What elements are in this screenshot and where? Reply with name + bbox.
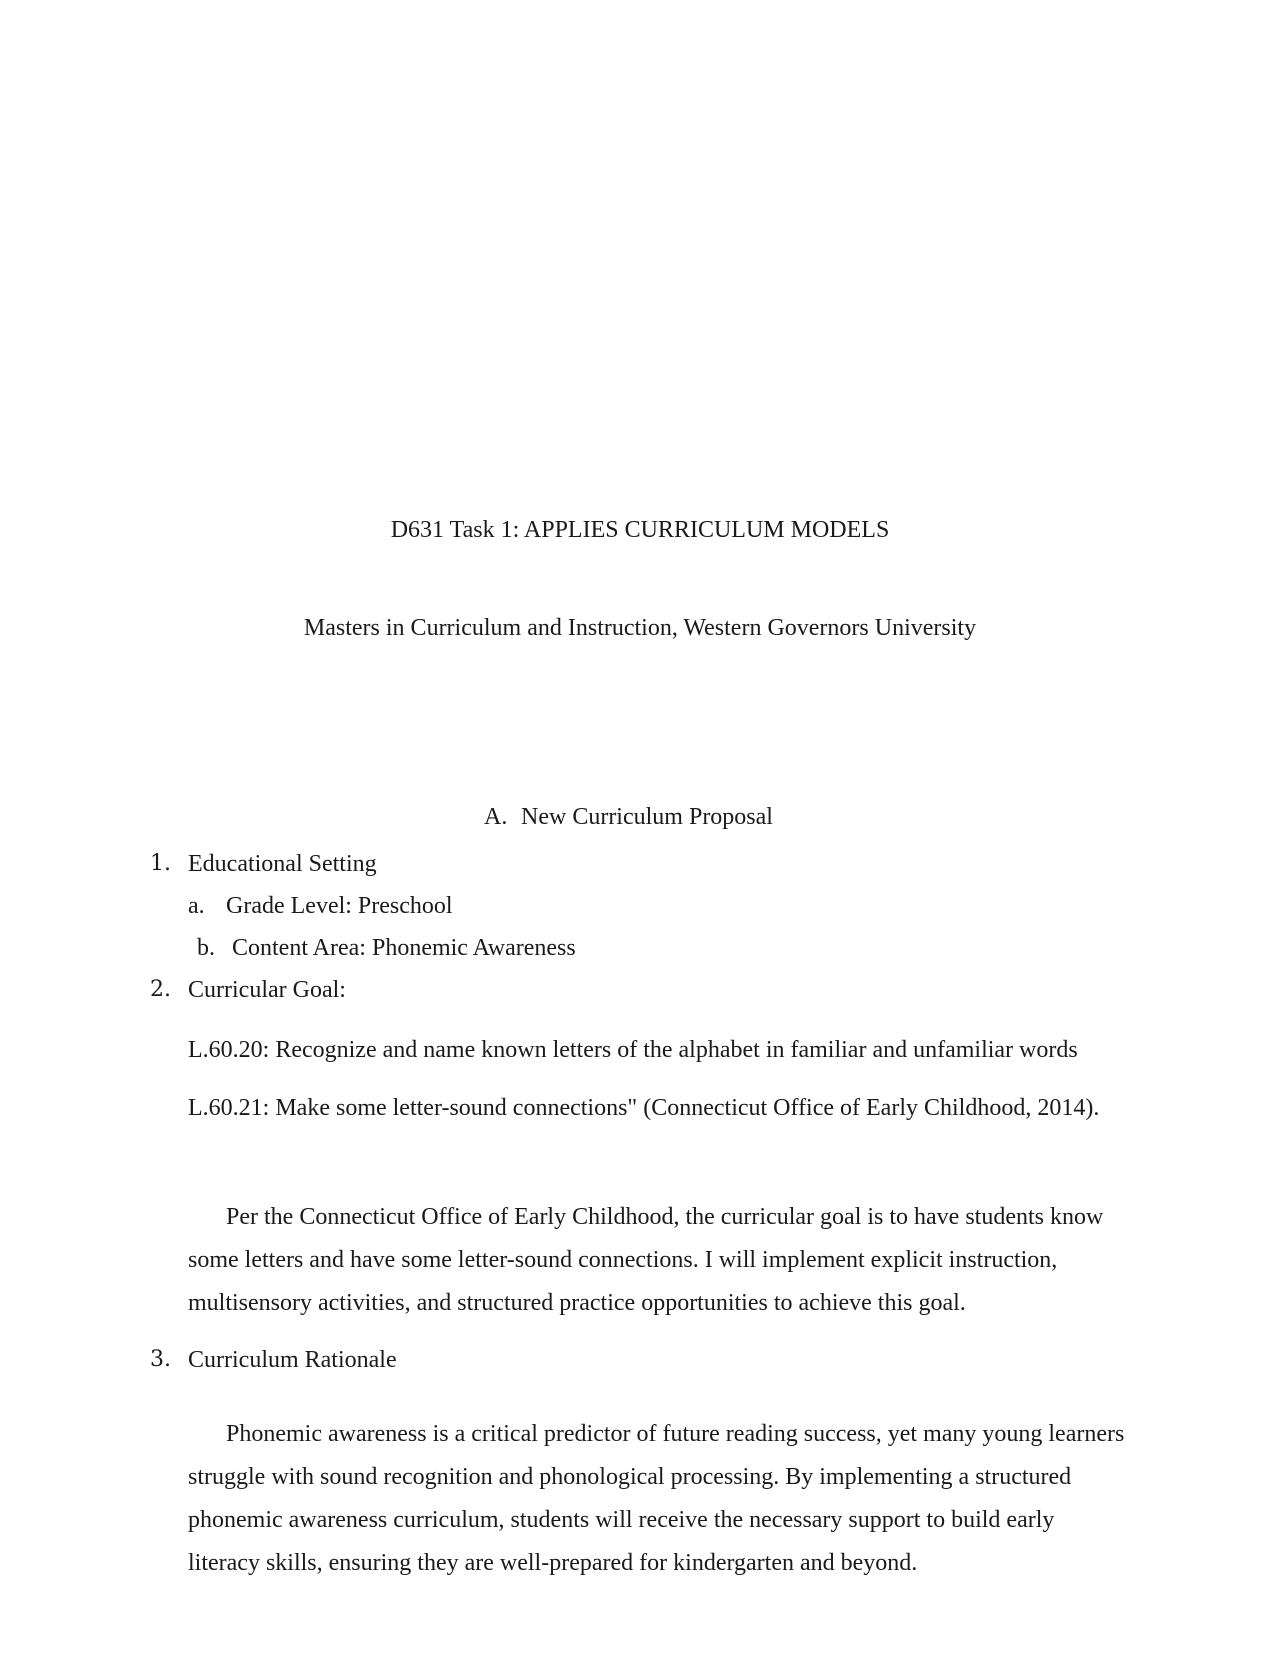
section-a-marker: A. — [484, 804, 508, 830]
list-item-label: Curriculum Rationale — [188, 1347, 397, 1373]
document-title: D631 Task 1: APPLIES CURRICULUM MODELS — [390, 517, 890, 543]
document-subtitle: Masters in Curriculum and Instruction, Western Governors University — [303, 615, 977, 641]
list-item-label: Curricular Goal: — [188, 977, 346, 1003]
sub-item-marker-b: b. — [197, 935, 215, 961]
sub-item-content-area: Content Area: Phonemic Awareness — [232, 935, 576, 961]
section-a-title: New Curriculum Proposal — [521, 804, 773, 830]
sub-item-marker-a: a. — [188, 893, 205, 919]
sub-item-grade-level: Grade Level: Preschool — [226, 893, 453, 919]
list-number: 3. — [150, 1347, 171, 1372]
curricular-goal-paragraph: Per the Connecticut Office of Early Childhood, the curricular goal is to have students know some letters and have some letter-sound connections. I will implement explicit instruction, multisensory activities, and structured practice opportunities to achieve this goal. — [188, 1204, 1104, 1316]
list-number: 2. — [150, 977, 171, 1002]
list-item-label: Educational Setting — [188, 851, 377, 877]
standard-l-60-21: L.60.21: Make some letter-sound connections" (Connecticut Office of Early Childhood, 2014). — [188, 1095, 1100, 1121]
standard-l-60-20: L.60.20: Recognize and name known letters of the alphabet in familiar and unfamiliar words — [188, 1037, 1078, 1063]
list-number: 1. — [150, 851, 171, 876]
curriculum-rationale-paragraph: Phonemic awareness is a critical predictor of future reading success, yet many young learners struggle with sound recognition and phonological processing. By implementing a structured phonemic awareness curriculum, students will receive the necessary support to build early literacy skills, ensuring they are well-prepared for kindergarten and beyond. — [188, 1421, 1125, 1576]
